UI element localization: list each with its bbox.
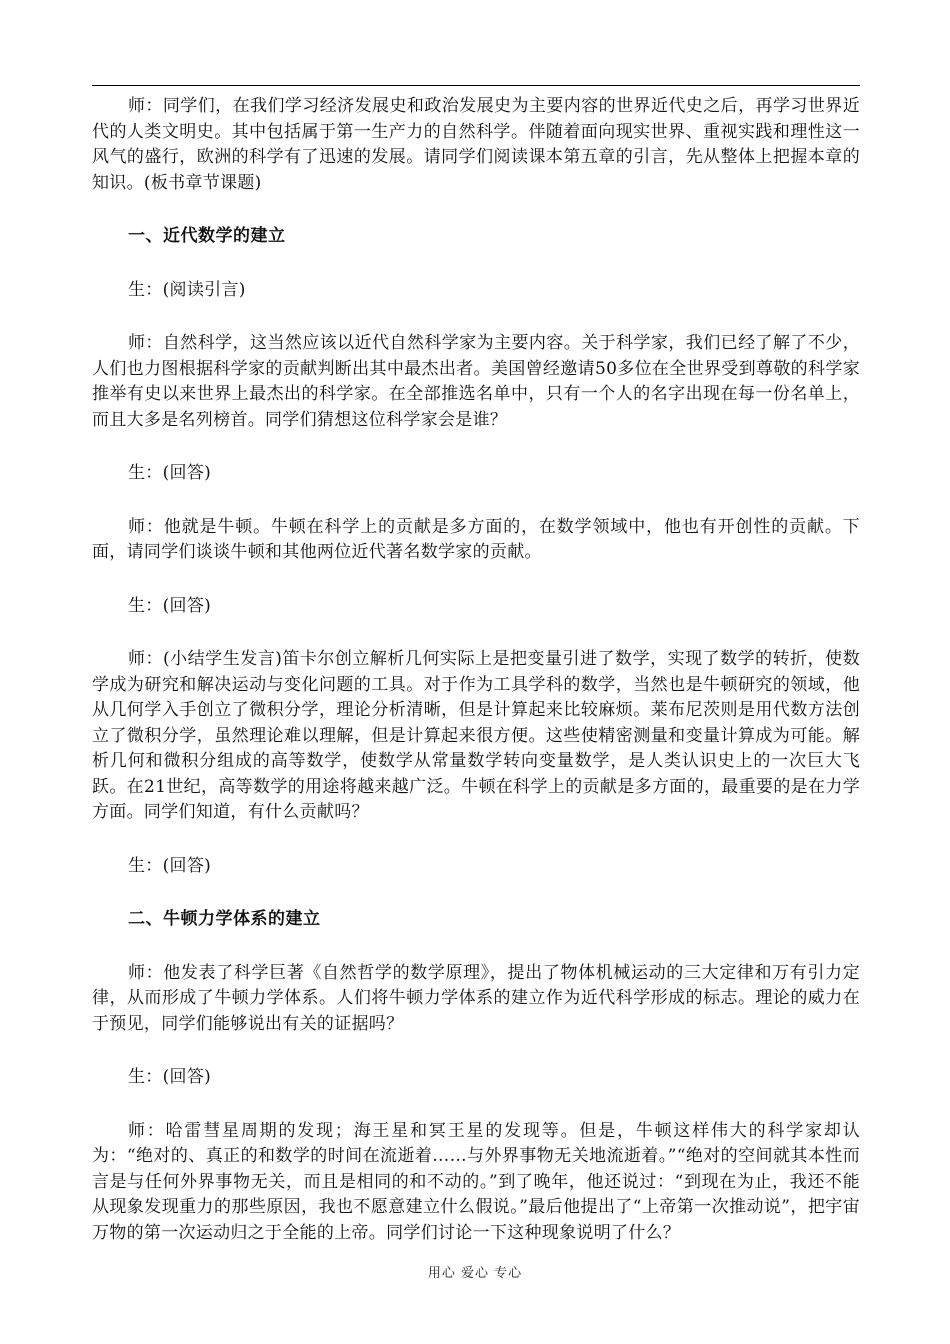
header-rule — [92, 85, 860, 86]
page-footer: 用心 爱心 专心 — [427, 1266, 523, 1281]
paragraph-intro: 师：同学们，在我们学习经济发展史和政治发展史为主要内容的世界近代史之后，再学习世界近代的人类文明史。其中包括属于第一生产力的自然科学。伴随着面向现实世界、重视实践和理性这一风气的盛行，欧洲的科学有了迅速的发展。请同学们阅读课本第五章的引言，先从整体上把握本章的知识。(板书章节课题) — [92, 96, 860, 193]
paragraph-student-answer: 生：(回答) — [128, 1067, 212, 1087]
paragraph-teacher-scientists: 师：自然科学，这当然应该以近代自然科学家为主要内容。关于科学家，我们已经了解了不少，人们也力图根据科学家的贡献判断出其中最杰出者。美国曾经邀请50多位在全世界受到尊敬的科学家推举有史以来世界上最杰出的科学家。在全部推选名单中，只有一个人的名字出现在每一份名单上，而且大多是名列榜首。同学们猜想这位科学家会是谁？ — [92, 333, 860, 430]
section-heading-newton-mechanics: 二、牛顿力学体系的建立 — [128, 909, 321, 929]
paragraph-teacher-principia: 师：他发表了科学巨著《自然哲学的数学原理》，提出了物体机械运动的三大定律和万有引力定律，从而形成了牛顿力学体系。人们将牛顿力学体系的建立作为近代科学形成的标志。理论的威力在于预见，同学们能够说出有关的证据吗？ — [92, 962, 860, 1034]
paragraph-teacher-newton: 师：他就是牛顿。牛顿在科学上的贡献是多方面的，在数学领域中，他也有开创性的贡献。下面，请同学们谈谈牛顿和其他两位近代著名数学家的贡献。 — [92, 516, 860, 562]
paragraph-student-answer: 生：(回答) — [128, 463, 212, 483]
section-heading-modern-math: 一、近代数学的建立 — [128, 226, 286, 246]
paragraph-student-answer: 生：(回答) — [128, 595, 212, 616]
document-body — [92, 94, 860, 1274]
paragraph-teacher-halley: 师：哈雷彗星周期的发现；海王星和冥王星的发现等。但是，牛顿这样伟大的科学家却认为：“绝对的、真正的和数学的时间在流逝着……与外界事物无关地流逝着。”“绝对的空间就其本性而言是与任何外界事物无关，而且是相同的和不动的。”到了晚年，他还说过：“到现在为止，我还不能从现象发现重力的那些原因，我也不愿意建立什么假说。”最后他提出了“上帝第一次推动说”，把宇宙万物的第一次运动归之于全能的上帝。同学们讨论一下这种现象说明了什么？ — [92, 1120, 860, 1243]
paragraph-student-answer: 生：(回答) — [128, 855, 212, 876]
paragraph-student-reading: 生：(阅读引言) — [128, 279, 246, 300]
paragraph-teacher-summary: 师：(小结学生发言)笛卡尔创立解析几何实际上是把变量引进了数学，实现了数学的转折，使数学成为研究和解决运动与变化问题的工具。对于作为工具学科的数学，当然也是牛顿研究的领域，他从几何学入手创立了微积分学，理论分析清晰，但是计算起来比较麻烦。莱布尼茨则是用代数方法创立了微积分学，虽然理论难以理解，但是计算起来很方便。这些使精密测量和变量计算成为可能。解析几何和微积分组成的高等数学，使数学从常量数学转向变量数学，是人类认识史上的一次巨大飞跃。在21世纪，高等数学的用途将越来越广泛。牛顿在科学上的贡献是多方面的，最重要的是在力学方面。同学们知道，有什么贡献吗？ — [92, 649, 860, 822]
